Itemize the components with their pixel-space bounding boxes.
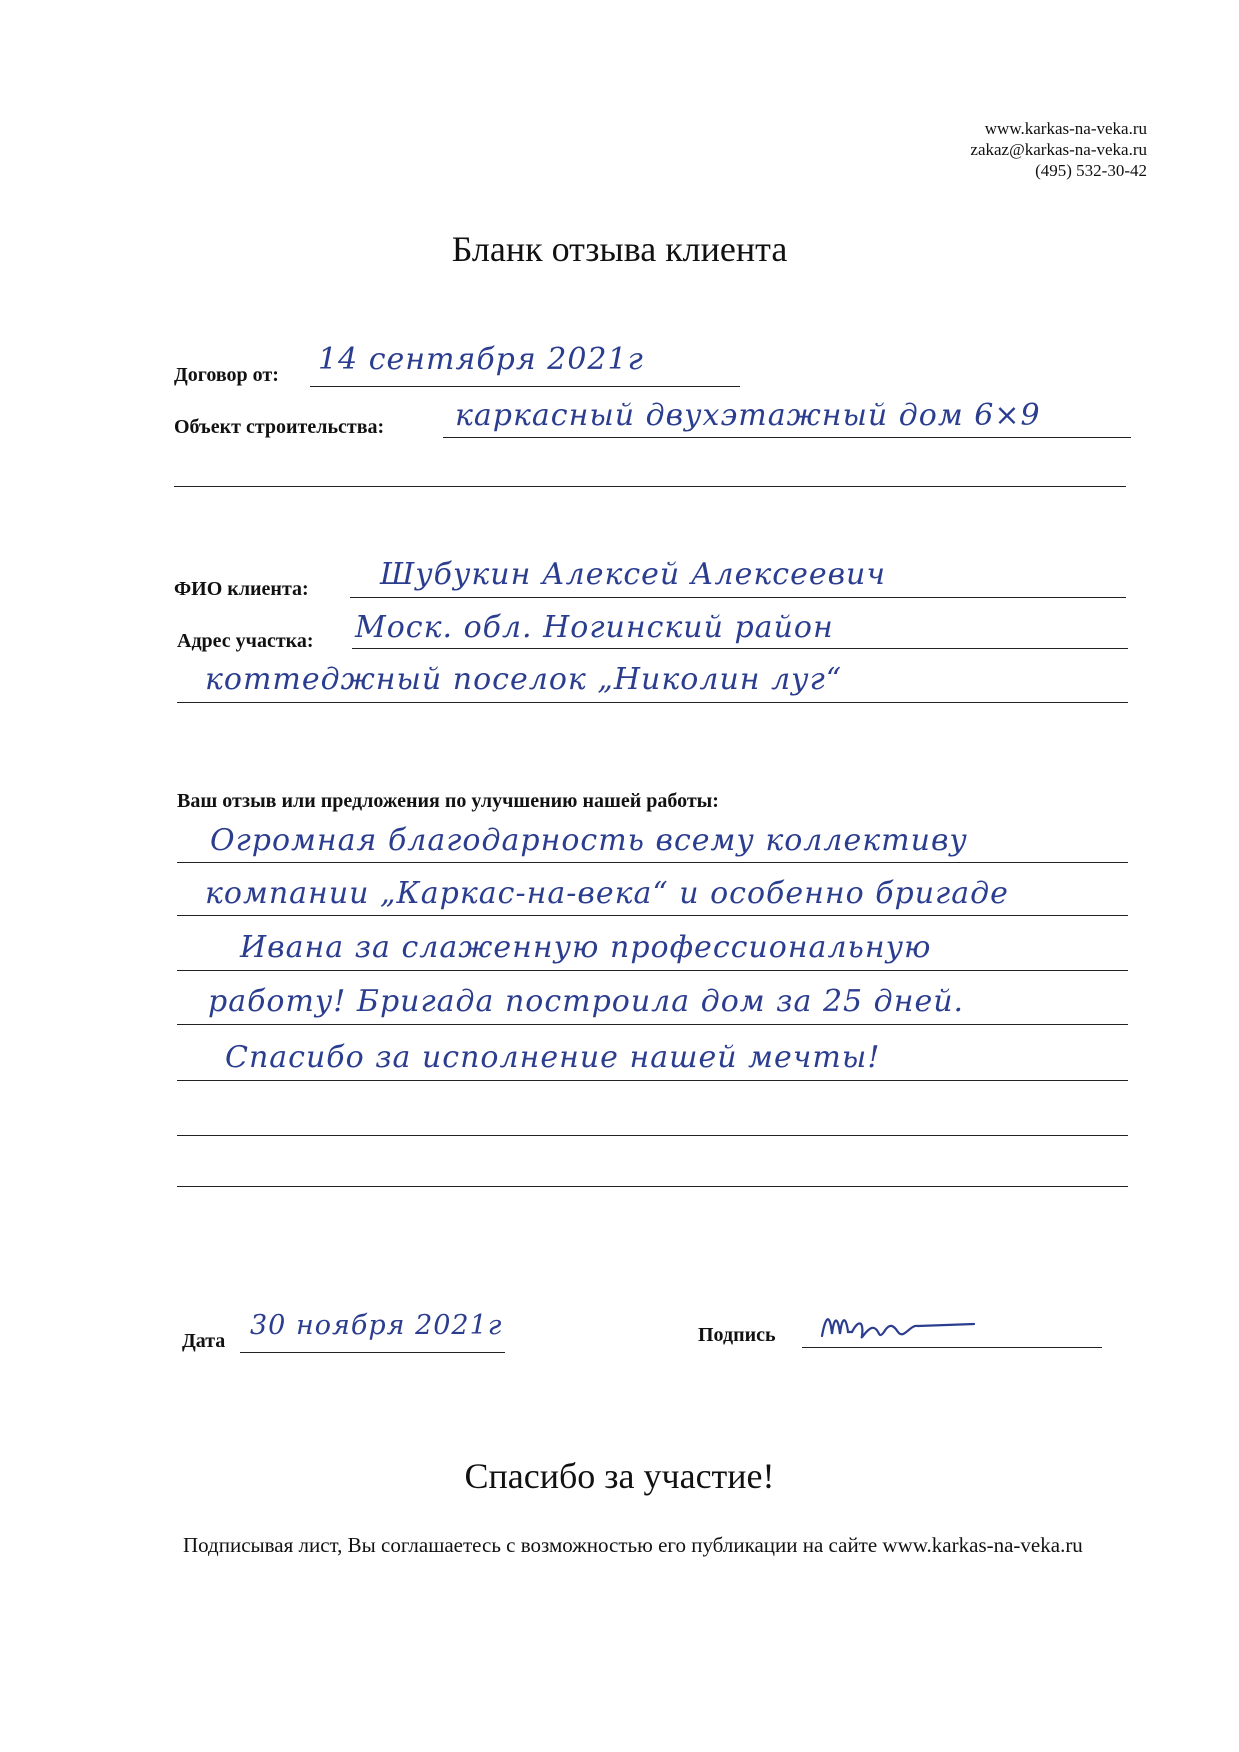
address-label: Адрес участка: <box>177 630 314 652</box>
website-link[interactable]: www.karkas-na-veka.ru <box>984 119 1147 138</box>
publication-notice: Подписывая лист, Вы соглашаетесь с возможностью его публикации на сайте www.karkas-na-veka.ru <box>183 1533 1083 1557</box>
review-line-2 <box>177 915 1128 916</box>
object-value: каркасный двухэтажный дом 6×9 <box>455 398 1041 433</box>
date-label: Дата <box>182 1330 226 1352</box>
contract-date-value: 14 сентября 2021г <box>318 342 644 377</box>
review-line-7 <box>177 1186 1128 1187</box>
email-link[interactable]: zakaz@karkas-na-veka.ru <box>970 140 1147 159</box>
address-value-1: Моск. обл. Ногинский район <box>355 610 834 645</box>
review-text-line: работу! Бригада построила дом за 25 дней. <box>208 984 965 1019</box>
address-line-2 <box>177 702 1128 703</box>
contract-line <box>310 386 740 387</box>
client-line <box>350 597 1126 598</box>
phone-number: (495) 532-30-42 <box>1035 161 1147 180</box>
date-line <box>240 1352 505 1353</box>
review-line-3 <box>177 970 1128 971</box>
review-line-6 <box>177 1135 1128 1136</box>
review-text-line: Огромная благодарность всему коллективу <box>210 823 968 858</box>
object-label: Объект строительства: <box>174 416 385 438</box>
object-line <box>443 437 1131 438</box>
address-value-2: коттеджный поселок „Николин луг“ <box>205 662 843 697</box>
contract-label: Договор от: <box>174 364 279 386</box>
review-text-line: компании „Каркас-на-века“ и особенно бригаде <box>205 876 1009 911</box>
address-line <box>352 648 1128 649</box>
signature-label: Подпись <box>698 1324 776 1346</box>
client-label: ФИО клиента: <box>174 578 309 600</box>
contact-block <box>970 118 1147 181</box>
review-line-4 <box>177 1024 1128 1025</box>
thanks-heading: Спасибо за участие! <box>464 1456 775 1496</box>
date-value: 30 ноября 2021г <box>250 1310 503 1341</box>
form-title: Бланк отзыва клиента <box>451 229 788 269</box>
review-text-line: Спасибо за исполнение нашей мечты! <box>225 1040 881 1075</box>
review-line-5 <box>177 1080 1128 1081</box>
review-text-line: Ивана за слаженную профессиональную <box>240 930 932 965</box>
client-name-value: Шубукин Алексей Алексеевич <box>380 557 887 592</box>
review-label: Ваш отзыв или предложения по улучшению нашей работы: <box>177 790 719 812</box>
review-line-1 <box>177 862 1128 863</box>
signature-mark <box>818 1306 978 1351</box>
object-line-2 <box>174 486 1126 487</box>
